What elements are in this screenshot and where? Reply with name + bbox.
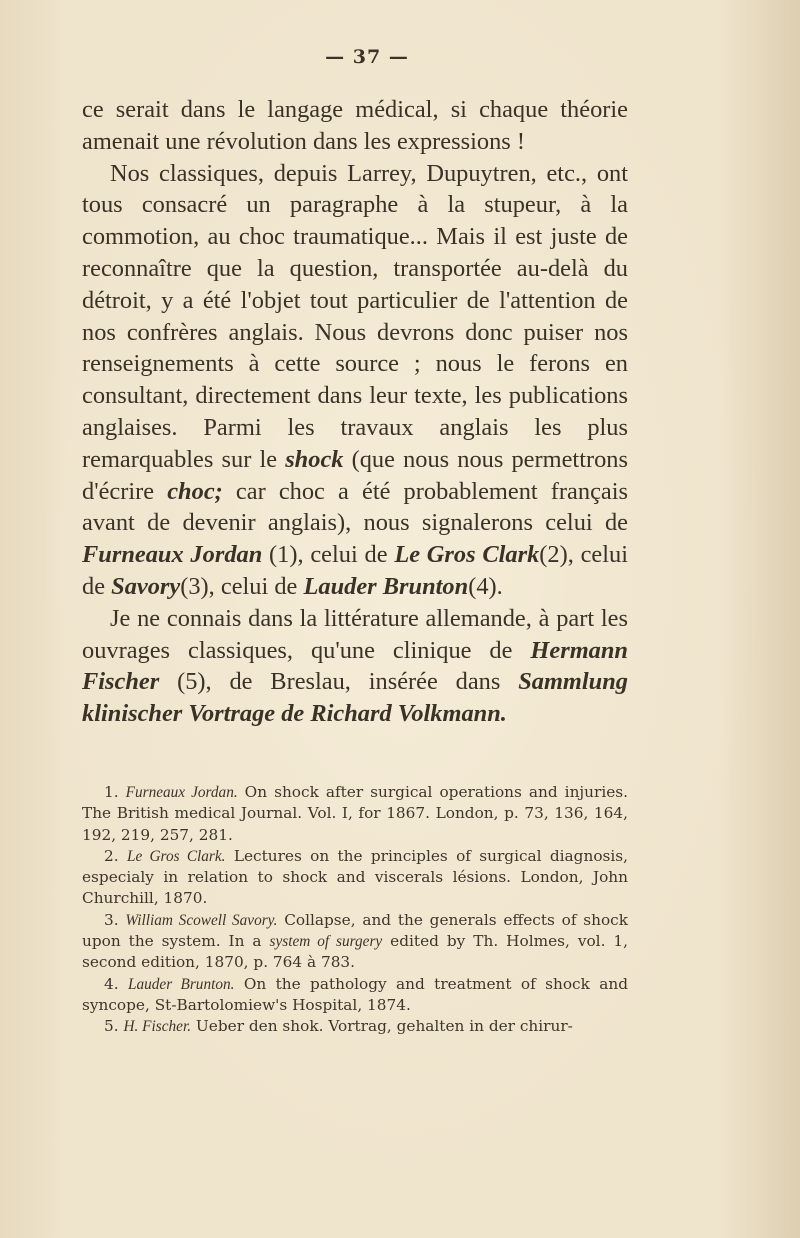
paragraph-2-text-5: (2), celui de bbox=[82, 541, 628, 600]
paragraph-2-italic-shock: shock bbox=[285, 445, 344, 473]
paragraph-2-italic-brunton: Lauder Brunton bbox=[303, 572, 469, 600]
paragraph-2 bbox=[82, 158, 628, 603]
paragraph-2-italic-clark: Le Gros Clark bbox=[394, 541, 540, 569]
footnote-2 bbox=[82, 846, 628, 910]
footnote-author: Le Gros Clark. bbox=[126, 847, 226, 865]
footnote-author: Furneaux Jordan. bbox=[125, 783, 238, 801]
footnote-4 bbox=[82, 974, 628, 1017]
paragraph-1-text: ce serait dans le langage médical, si chaque théorie amenait une révolution dans les expressions ! bbox=[82, 96, 628, 155]
main-text bbox=[82, 94, 628, 730]
paragraph-2-text-2: (que nous nous permettrons d'écrire bbox=[82, 445, 628, 505]
footnote-text: On the pathology and treatment of shock and syncope, St-Bartolomiew's Hospital, 1874. bbox=[82, 974, 629, 1014]
paragraph-2-text-7: (4). bbox=[468, 572, 503, 600]
paragraph-2-italic-savory: Savory bbox=[111, 572, 181, 600]
paragraph-3-text-1: Je ne connais dans la littérature allemande, à part les ouvrages classiques, qu'une clinique de bbox=[82, 604, 628, 664]
book-page bbox=[82, 46, 628, 1038]
footnotes bbox=[82, 782, 628, 1038]
footnote-text: Collapse, and the generals effects of shock upon the system. In a bbox=[82, 910, 628, 951]
footnote-text: On shock after surgical operations and injuries. The British medical Journal. Vol. I, for 1867. London, p. 73, 136, 164, 192, 219, 257, 281. bbox=[82, 782, 628, 844]
paragraph-2-italic-choc: choc; bbox=[167, 477, 223, 505]
page-number: — 37 — bbox=[325, 46, 409, 68]
footnote-text: Ueber den shok. Vortrag, gehalten in der chirur- bbox=[191, 1017, 573, 1036]
paragraph-1 bbox=[82, 94, 628, 158]
paragraph-3-text-2: (5), de Breslau, insérée dans bbox=[159, 668, 519, 696]
footnote-text-continued: edited by Th. Holmes, vol. 1, second edition, 1870, p. 764 à 783. bbox=[82, 932, 628, 972]
paragraph-2-text-6: (3), celui de bbox=[180, 572, 304, 600]
paragraph-2-text-4: (1), celui de bbox=[262, 541, 395, 569]
paragraph-2-text-3: car choc a été probablement français avant de devenir anglais), nous signalerons celui de bbox=[82, 477, 628, 537]
paragraph-3-italic-sammlung: Sammlung klinischer Vortrage de Richard Volkmann. bbox=[82, 668, 628, 728]
footnote-number: 2. bbox=[104, 846, 119, 865]
footnote-number: 3. bbox=[104, 910, 119, 929]
footnote-number: 5. bbox=[104, 1017, 119, 1036]
paragraph-2-italic-jordan: Furneaux Jordan bbox=[82, 541, 263, 569]
paragraph-2-text-1: Nos classiques, depuis Larrey, Dupuytren, etc., ont tous consacré un paragraphe à la stupeur, à la commotion, au choc traumatique... Mais il est juste de reconnaître que la question, transportée au-delà du détroit, y a été l'objet tout particulier de l'attention de nos confrères anglais. Nous devrons donc puiser nos renseignements à cette source ; nous le ferons en consultant, directement dans leur texte, les publications anglaises. Parmi les travaux anglais les plus remarquables sur le bbox=[82, 159, 628, 473]
footnote-italic-title: system of surgery bbox=[269, 933, 383, 951]
footnote-number: 4. bbox=[104, 974, 119, 993]
footnote-number: 1. bbox=[104, 782, 119, 801]
footnote-text: Lectures on the principles of surgical diagnosis, especialy in relation to shock and viscerals lésions. London, John Churchill, 1870. bbox=[82, 846, 628, 908]
footnote-5 bbox=[82, 1016, 628, 1037]
footnote-author: Lauder Brunton. bbox=[127, 975, 235, 993]
footnote-author: William Scowell Savory. bbox=[125, 911, 278, 929]
paragraph-3-italic-fischer: Hermann Fischer bbox=[82, 636, 628, 696]
footnote-1 bbox=[82, 782, 628, 846]
footnote-3 bbox=[82, 910, 628, 974]
footnote-author: H. Fischer. bbox=[123, 1018, 192, 1036]
paragraph-3 bbox=[82, 603, 628, 730]
